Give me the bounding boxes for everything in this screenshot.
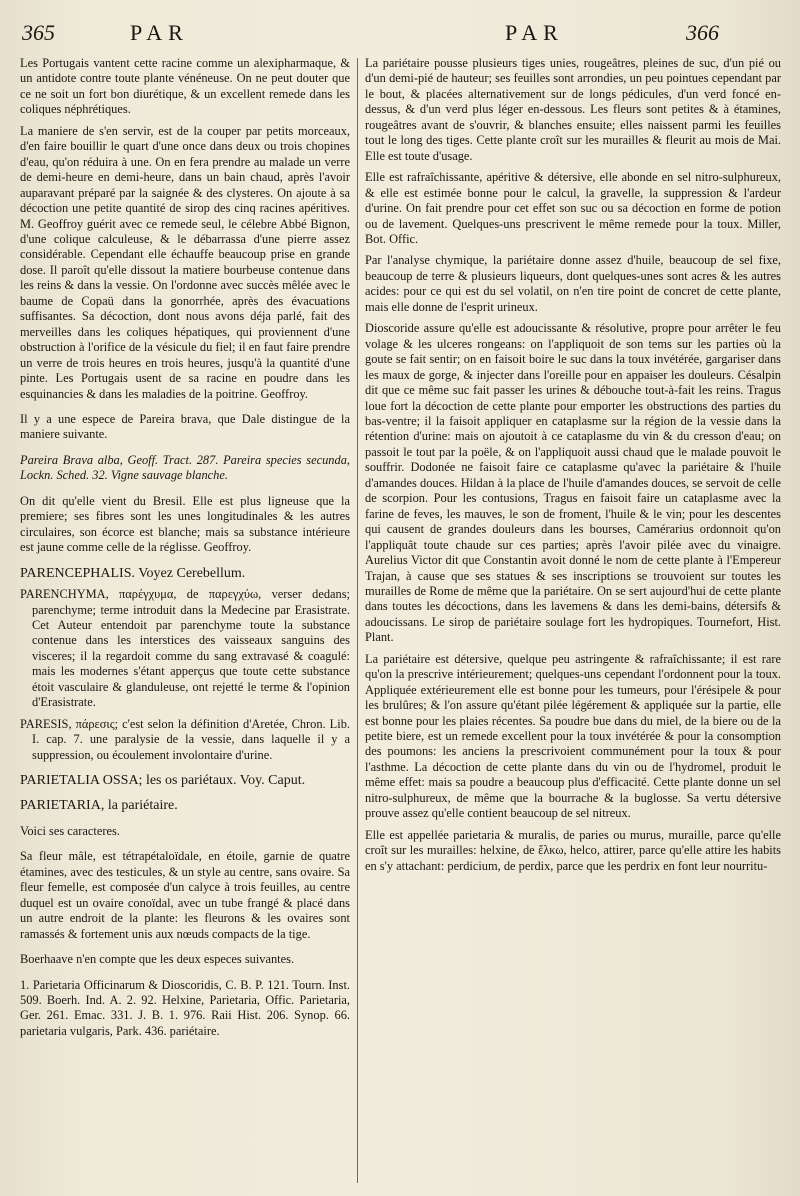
- entry-paragraph: PARESIS, πάρεσις; c'est selon la définition d'Aretée, Chron. Lib. I. cap. 7. une paralysie de la vessie, dans laquelle il y a suppression, ou écoulement involontaire d'urine.: [20, 716, 350, 762]
- paragraph: Sa fleur mâle, est tétrapétaloïdale, en étoile, garnie de quatre étamines, avec des testicules, & un style au centre, sans ovaire. Sa fleur femelle, est composée d'un calyce à trois feuilles, au centre duquel est un ovaire conoïdal, avec un tube frangé & placé dans un autre endroit de la plante: les fleurons & les ovaires sont ramassés & fortement unis aux nœuds compacts de la tige.: [20, 849, 350, 941]
- paragraph: Voici ses caracteres.: [20, 823, 120, 838]
- entry-heading: PARIETARIA, la pariétaire.: [20, 798, 178, 814]
- paragraph: On dit qu'elle vient du Bresil. Elle est plus ligneuse que la premiere; ses fibres sont les unes longitudinales & les autres circulaires, son écorce est blanche; mais sa substance intérieure est jaune comme celle de la réglisse. Geoffroy.: [20, 493, 350, 555]
- paragraph: Elle est appellée parietaria & muralis, de paries ou murus, muraille, parce qu'elle croît sur les murailles: helxine, de ἕλκω, helco, attirer, parce qu'elle attire les habits en s'y attachant: perdicium, de perdix, parce que les perdrix en font leur nourritu-: [365, 827, 781, 873]
- entry-heading: PARENCEPHALIS. Voyez Cerebellum.: [20, 565, 246, 581]
- paragraph: La maniere de s'en servir, est de la couper par petits morceaux, d'en faire bouillir le quart d'une once dans deux ou trois chopines d'eau, qu'on réduira à une. On en fera prendre au malade un verre de demi-heure en demi-heure, dans un bain chaud, après l'avoir auparavant préparé par la saignée & des clysteres. On ajoute à sa décoction une petite quantité de sirop des cinq racines apéritives. M. Geoffroy guérit avec ce remede seul, le célebre Abbé Bignon, d'une colique calculeuse, & le débarrassa d'une pierre assez considérable. Cependant elle échauffe beaucoup prise en grande dose. Il paroît qu'elle dissout la matiere bourbeuse contenue dans les reins & dans la vessie. On l'ordonne avec succès mêlée avec le baume de Copaü dans la gonorrhée, après des évacuations suffisantes. Sa décoction, dont nous avons déja parlé, fait des merveilles dans les coliques hépatiques, qui proviennent d'une obstruction à l'orifice de la vésicule du fiel; il en faut faire prendre un verre de trois heures en trois heures, jusqu'à la quantité d'une pinte. Les Portugais usent de sa racine en poudre dans les esquinancies & dans les maladies de la poitrine. Geoffroy.: [20, 123, 350, 401]
- entry-paragraph: PARENCHYMA, παρέγχυμα, de παρεγχύω, verser dedans; parenchyme; terme introduit dans la Medecine par Erasistrate. Cet Auteur entendoit par parenchyme toute la substance contenue dans les interstices des vaisseaux sanguins des visceres; il la regardoit comme du sang extravasé & coagulé: mais les modernes s'étant apperçus que toute cette substance étoit vasculaire & glanduleuse, ont rejetté le terme & l'opinion d'Erasistrate.: [20, 587, 350, 710]
- page-number-right: 366: [686, 20, 719, 45]
- paragraph: Pareira Brava alba, Geoff. Tract. 287. Pareira species secunda, Lockn. Sched. 32. Vigne sauvage blanche.: [20, 452, 350, 483]
- paragraph: Par l'analyse chymique, la pariétaire donne assez d'huile, beaucoup de sel fixe, beaucoup de terre & plusieurs liqueurs, dont quelques-unes sont acres & les autres acides: pour ce qui est du sel volatil, on n'en tire point de concret de cette plante, mais elle donne de l'esprit urineux.: [365, 253, 781, 314]
- paragraph: Elle est rafraîchissante, apéritive & détersive, elle abonde en sel nitro-sulphureux, & elle est estimée bonne pour le calcul, la gravelle, la suppression & l'ardeur d'urine. On fait prendre pour cet effet son suc ou sa décoction en forme de potion ou de lavement. Quelques-uns prescrivent le même remede pour la toux. Miller, Bot. Offic.: [365, 170, 781, 246]
- page-header: [0, 18, 800, 52]
- running-head-right: PAR: [505, 20, 564, 45]
- running-head-left: PAR: [130, 20, 189, 45]
- paragraph: Il y a une espece de Pareira brava, que Dale distingue de la maniere suivante.: [20, 411, 350, 442]
- left-column: [20, 56, 350, 1188]
- page-number-left: 365: [22, 20, 55, 45]
- paragraph: Boerhaave n'en compte que les deux especes suivantes.: [20, 952, 295, 967]
- species-entry: 1. Parietaria Officinarum & Dioscoridis, C. B. P. 121. Tourn. Inst. 509. Boerh. Ind. A. 2. 92. Helxine, Parietaria, Offic. Parietaria, Ger. 261. Emac. 331. J. B. 1. 976. Raii Hist. 206. Synop. 66. parietaria vulgaris, Park. 436. pariétaire.: [20, 977, 350, 1038]
- paragraph: Dioscoride assure qu'elle est adoucissante & résolutive, propre pour arrêter le feu volage & les ulceres rongeans: on l'appliquoit de son tems sur les parties où la goute se fait sentir; on en faisoit boire le suc dans la toux invétérée, gargariser dans les maux de gorge, & injecter dans l'oreille pour en appaiser les douleurs. Césalpin dit que ce même suc fait passer les urines & débouche tout-à-fait les reins. Tragus loue fort la décoction de cette plante pour emporter les obstructions des parties du bas-ventre; il la faisoit appliquer en cataplasme sur la région de la vessie dans la rétention d'urine: mais on ajoutoit à ce cataplasme du vin & du cresson d'eau; on passoit le tout par la poële, & on l'appliquoit aussi chaud que le malade pouvoit le souffrir. Dodonée ne faisoit faire ce cataplasme qu'avec la pariétaire & l'huile d'amandes douces. Hildan à la place de l'huile d'amandes douces, se servoit de celle de scorpion. Pour les contusions, Tragus en faisoit faire un cataplasme avec la farine de feves, les mauves, le son de froment, l'huile & le vin; pour les descentes qui causent de grandes douleurs dans les bourses, Camérarius ordonnoit qu'on l'appliquât toute chaude sur ces parties; après l'avoir pilée avec du vinaigre. Aurelius Victor dit que Constantin avoit donné le nom de cette plante à l'Empereur Trajan, à cause que ses statues & ses inscriptions se trouvoient sur toutes les murailles de Rome de même que la pariétaire. On se sert aujourd'hui de cette plante dans toutes les décoctions, dans les lavemens & dans les demi-bains, détersifs & adoucissans. Le sirop de pariétaire soulage fort les hydropiques. Tournefort, Hist. Plant.: [365, 321, 781, 645]
- paragraph: La pariétaire est détersive, quelque peu astringente & rafraîchissante; il est rare qu'on la prescrive intérieurement; quelques-uns cependant l'ordonnent pour la toux. Appliquée extérieurement elle est bonne pour les tumeurs, pour l'érésipele & pour les brulûres; & l'on assure qu'étant pilée légérement & appliquée sur la partie, elle est bonne pour les plaies récentes. Sa poudre bue dans du miel, de la biere ou de la petite biere, est un remede excellent pour la toux invétérée & pour la consomption des poumons: les anciens la prescrivoient communément pour la toux & pour l'asthme. La décoction de cette plante dans du vin ou de l'hydromel, produit le même effet: mais sa poudre a beaucoup plus d'efficacité. Cette plante donne un sel nitro-sulphureux, de même que la bourrache & la buglosse. Sa vertu détersive prouve assez qu'elle contient beaucoup de sel nitreux.: [365, 651, 781, 821]
- column-divider: [357, 58, 358, 1183]
- right-column: [365, 56, 781, 1188]
- paragraph: Les Portugais vantent cette racine comme un alexipharmaque, & un antidote contre toute plante vénéneuse. On ne peut douter que ce ne soit un fort bon diurétique, & un excellent remede dans les coliques néphrétiques.: [20, 56, 350, 117]
- paragraph: La pariétaire pousse plusieurs tiges unies, rougeâtres, pleines de suc, d'un pié ou d'un demi-pié de hauteur; ses feuilles sont arrondies, un peu pointues cependant par le bout, & placées alternativement sur de longs pédicules, d'un verd foncé en-dessus, & d'un verd plus léger en-dessous. Les fleurs sont petites & à étamines, rougeâtres avant de s'ouvrir, & blanches ensuite; elles naissent parmi les feuilles tout le long des tiges. Cette plante croît sur les murailles & fleurit au mois de Mai. Elle est toute d'usage.: [365, 56, 781, 163]
- entry-heading: PARIETALIA OSSA; les os pariétaux. Voy. Caput.: [20, 773, 306, 789]
